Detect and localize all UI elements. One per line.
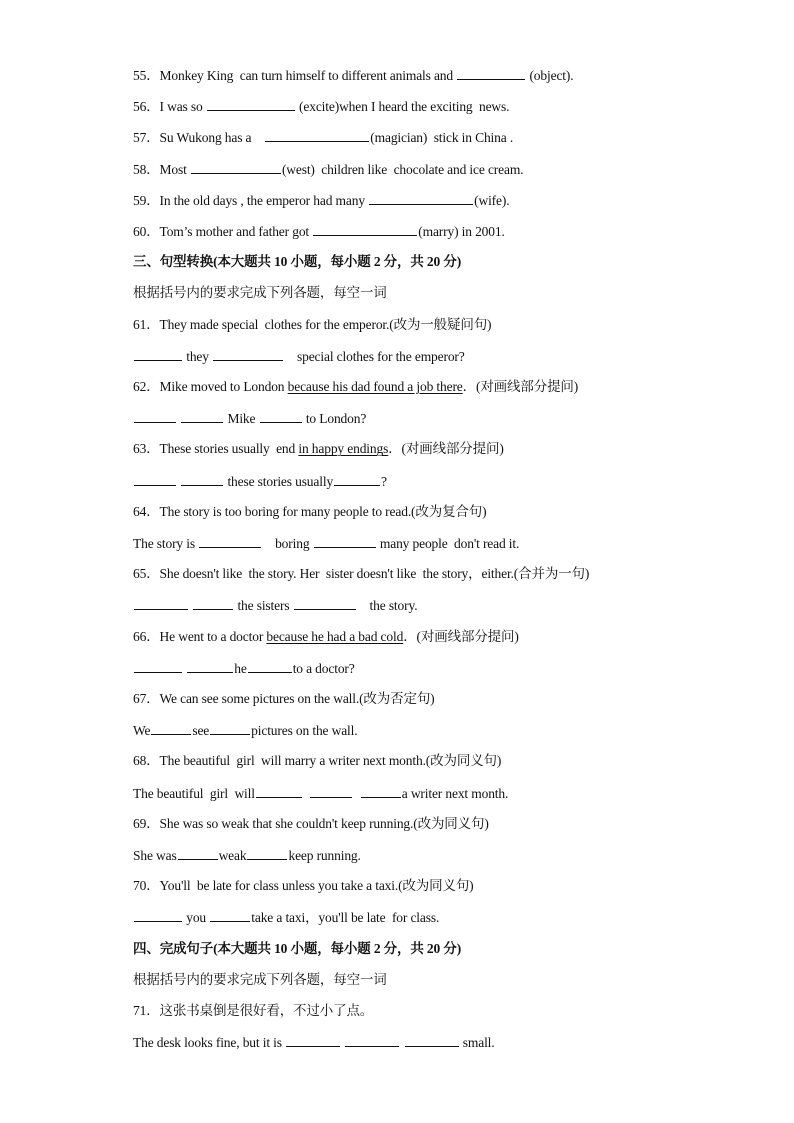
text-segment: 60．Tom’s mother and father got	[133, 224, 313, 239]
question-line	[133, 565, 589, 583]
text-segment: 64．The story is too boring for many people to read.(改为复合句)	[133, 503, 487, 519]
question-line	[133, 846, 361, 865]
text-segment: to London?	[302, 411, 367, 427]
text-segment: (west) children like chocolate and ice cream.	[281, 161, 524, 177]
text-segment: 67．We can see some pictures on the wall.(改为否定句)	[133, 691, 435, 706]
answer-blank[interactable]	[187, 659, 233, 673]
text-segment: 55．Monkey King can turn himself to different animals and	[133, 68, 457, 83]
answer-blank[interactable]	[199, 534, 261, 548]
text-segment	[189, 598, 192, 613]
text-segment: to a doctor?	[292, 660, 355, 676]
question-line	[133, 409, 366, 428]
question-line	[133, 347, 465, 366]
question-line	[133, 784, 508, 803]
text-segment: The story is	[133, 536, 199, 551]
question-line	[133, 752, 501, 770]
answer-blank[interactable]	[361, 784, 401, 798]
question-line	[133, 378, 578, 396]
answer-blank[interactable]	[210, 908, 250, 922]
text-segment: ．(对画线部分提问)	[388, 441, 504, 457]
text-segment: (wife).	[474, 192, 510, 208]
text-segment: The desk looks fine, but it is	[133, 1035, 286, 1051]
question-line	[133, 472, 387, 491]
question-line	[133, 66, 573, 85]
answer-blank[interactable]	[310, 784, 352, 798]
text-segment: ．(对画线部分提问)	[462, 379, 579, 394]
question-line	[133, 815, 489, 833]
text-segment: these stories usually	[224, 473, 334, 489]
text-segment	[303, 786, 309, 801]
text-segment: pictures on the wall.	[251, 723, 358, 739]
answer-blank[interactable]	[247, 846, 287, 860]
text-segment: ．(对画线部分提问)	[403, 628, 519, 644]
answer-blank[interactable]	[248, 659, 292, 673]
answer-blank[interactable]	[134, 409, 176, 423]
underlined-phrase: in happy endings	[298, 441, 389, 457]
question-line	[133, 908, 439, 927]
text-segment: (excite)when I heard the exciting news.	[295, 99, 510, 115]
answer-blank[interactable]	[260, 409, 302, 423]
answer-blank[interactable]	[134, 908, 182, 922]
text-segment	[177, 411, 180, 426]
text-segment: they	[183, 348, 213, 364]
question-line	[133, 1002, 373, 1020]
text-segment: 61．They made special clothes for the emperor.(改为一般疑问句)	[133, 316, 492, 332]
answer-blank[interactable]	[134, 347, 182, 361]
text-segment: 66．He went to a doctor	[133, 628, 267, 644]
text-segment: many people don't read it.	[376, 536, 520, 551]
question-line	[133, 877, 474, 895]
question-line	[133, 440, 504, 458]
question-line	[133, 659, 355, 678]
answer-blank[interactable]	[207, 97, 295, 111]
text-segment: The beautiful girl will	[133, 785, 255, 801]
text-segment	[177, 474, 180, 489]
question-line	[133, 534, 519, 553]
text-segment: 59．In the old days , the emperor had many	[133, 192, 369, 208]
answer-blank[interactable]	[256, 784, 302, 798]
text-segment: see	[192, 723, 210, 739]
text-segment: he	[234, 660, 247, 676]
text-segment: (magician) stick in China .	[370, 130, 514, 146]
question-line	[133, 596, 417, 615]
text-segment: take a taxi，you'll be late for class.	[251, 910, 440, 926]
text-segment: 三、句型转换(本大题共 10 小题，每小题 2 分，共 20 分)	[133, 254, 462, 270]
text-segment: keep running.	[288, 848, 361, 863]
answer-blank[interactable]	[265, 128, 369, 142]
underlined-phrase: because he had a bad cold	[266, 628, 404, 644]
text-segment: 58．Most	[133, 161, 190, 177]
answer-blank[interactable]	[345, 1033, 399, 1047]
question-line	[133, 503, 486, 521]
question-line	[133, 128, 513, 147]
text-segment: 70．You'll be late for class unless you take a taxi.(改为同义句)	[133, 878, 474, 894]
section-heading	[133, 940, 461, 958]
text-segment: special clothes for the emperor?	[284, 348, 465, 364]
text-segment	[400, 1035, 403, 1050]
answer-blank[interactable]	[314, 534, 376, 548]
text-segment: 71．这张书桌倒是很好看，不过小了点。	[133, 1003, 374, 1018]
answer-blank[interactable]	[313, 222, 417, 236]
text-segment: 56．I was so	[133, 99, 206, 115]
text-segment: 57．Su Wukong has a	[133, 130, 265, 146]
text-segment	[341, 1035, 344, 1050]
answer-blank[interactable]	[213, 347, 283, 361]
text-segment: 62．Mike moved to London	[133, 379, 288, 394]
text-segment: 根据括号内的要求完成下列各题，每空一词	[133, 971, 387, 987]
answer-blank[interactable]	[191, 160, 281, 174]
underlined-phrase: because his dad found a job there	[287, 379, 463, 394]
text-segment: the story.	[356, 598, 418, 614]
question-line	[133, 690, 435, 708]
question-line	[133, 1033, 495, 1052]
text-segment: weak	[218, 848, 247, 863]
answer-blank[interactable]	[193, 596, 233, 610]
text-segment: ?	[381, 473, 387, 489]
text-segment: small.	[459, 1035, 495, 1051]
text-segment: We	[133, 723, 151, 739]
answer-blank[interactable]	[286, 1033, 340, 1047]
text-segment: you	[183, 910, 210, 926]
text-segment: 69．She was so weak that she couldn't keep running.(改为同义句)	[133, 815, 489, 831]
answer-blank[interactable]	[181, 409, 223, 423]
question-line	[133, 316, 491, 334]
text-segment: 四、完成句子(本大题共 10 小题，每小题 2 分，共 20 分)	[133, 940, 462, 956]
text-segment: 63．These stories usually end	[133, 441, 299, 457]
text-segment: 65．She doesn't like the story. Her sister doesn't like the story，either.(合并为一句)	[133, 566, 590, 582]
text-segment: She was	[133, 848, 177, 863]
answer-blank[interactable]	[210, 721, 250, 735]
answer-blank[interactable]	[151, 721, 191, 735]
text-segment: (marry) in 2001.	[418, 224, 505, 239]
text-segment: the sisters	[234, 598, 293, 614]
text-segment: 根据括号内的要求完成下列各题，每空一词	[133, 285, 387, 301]
question-line	[133, 191, 509, 210]
answer-blank[interactable]	[134, 472, 176, 486]
question-line	[133, 284, 387, 302]
section-heading	[133, 253, 461, 271]
question-line	[133, 628, 519, 646]
answer-blank[interactable]	[178, 846, 218, 860]
answer-blank[interactable]	[457, 66, 525, 80]
text-segment	[183, 661, 186, 676]
question-line	[133, 97, 509, 116]
question-line	[133, 971, 387, 989]
question-line	[133, 721, 357, 740]
text-segment: boring	[262, 536, 313, 551]
answer-blank[interactable]	[181, 472, 223, 486]
answer-blank[interactable]	[134, 596, 188, 610]
answer-blank[interactable]	[134, 659, 182, 673]
text-segment: Mike	[224, 411, 259, 427]
answer-blank[interactable]	[294, 596, 356, 610]
question-line	[133, 222, 505, 241]
text-segment: (object).	[526, 68, 574, 83]
text-segment: 68．The beautiful girl will marry a writer next month.(改为同义句)	[133, 753, 502, 769]
answer-blank[interactable]	[369, 191, 473, 205]
answer-blank[interactable]	[405, 1033, 459, 1047]
text-segment: a writer next month.	[401, 785, 509, 801]
question-line	[133, 160, 523, 179]
answer-blank[interactable]	[334, 472, 380, 486]
text-segment	[353, 786, 359, 801]
